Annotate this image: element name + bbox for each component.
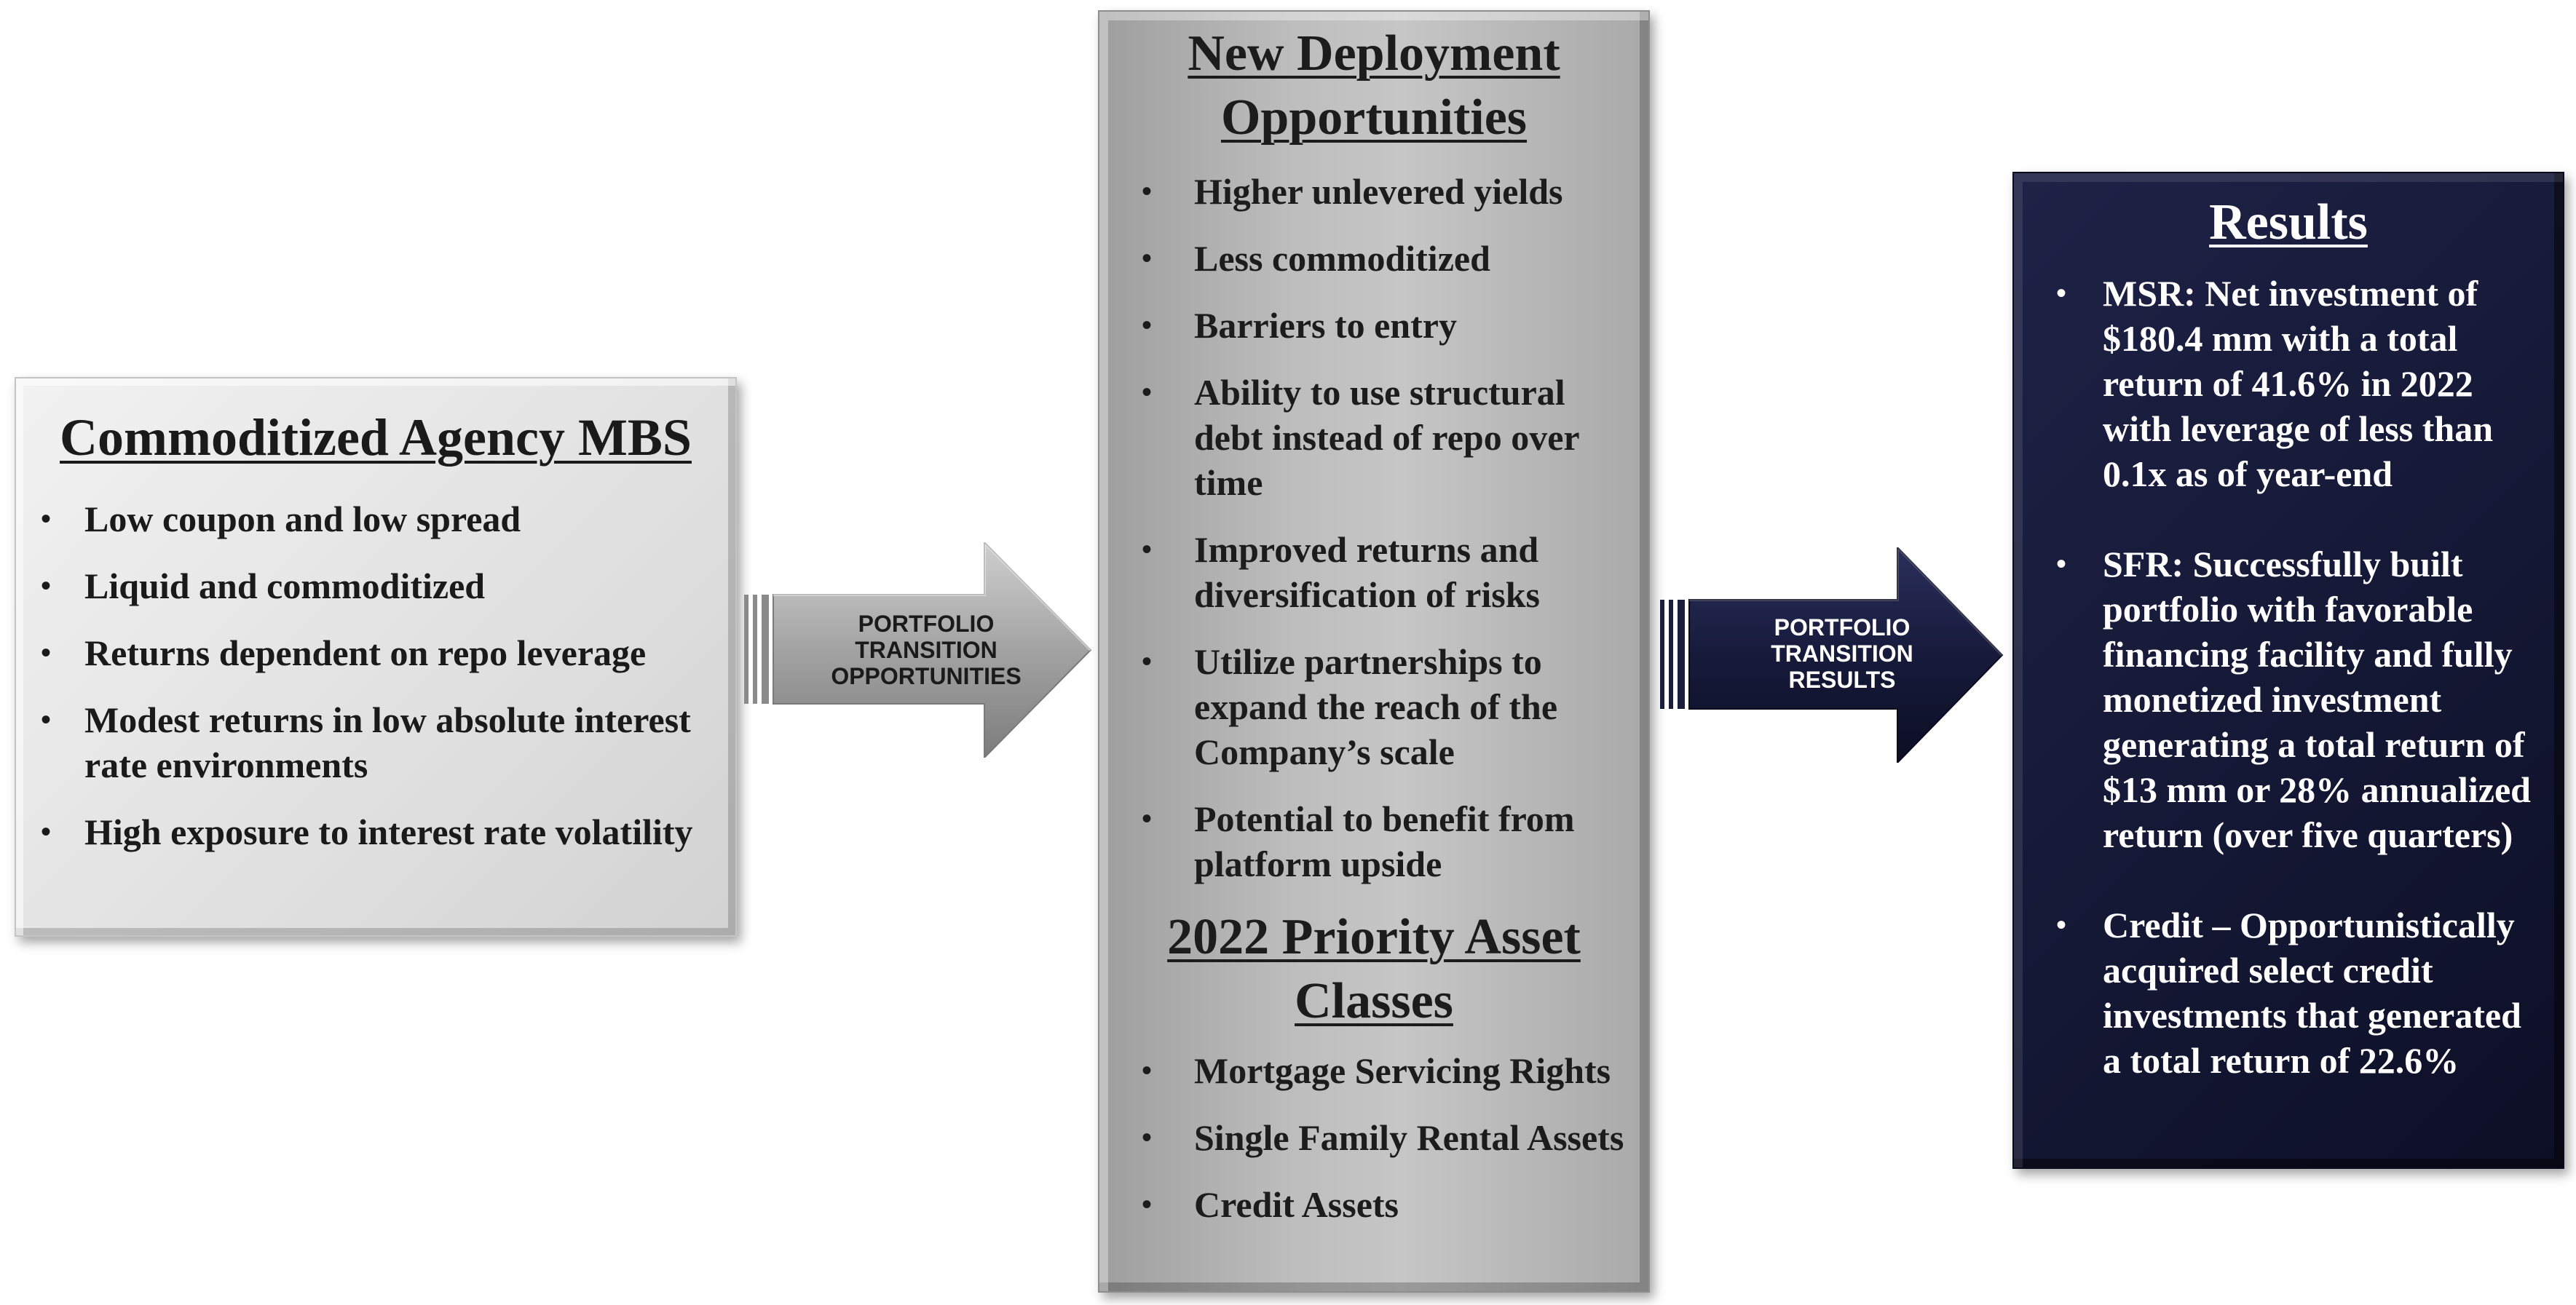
list-item: • MSR: Net investment of $180.4 mm with a total return of 41.6% in 2022 with leverage of less than 0.1x as of year-end [2036,271,2541,496]
list-item: • Low coupon and low spread [41,496,711,542]
list-item: • Credit – Opportunistically acquired select credit investments that generated a total return of 22.6% [2036,903,2541,1083]
list-item: • SFR: Successfully built portfolio with favorable financing facility and fully monetized investment generating a total return of $13 mm or 28% annualized return (over five quarters) [2036,542,2541,857]
panel-title: Results [2209,194,2368,250]
list-item: • Credit Assets [1121,1182,1627,1227]
list-item: • Single Family Rental Assets [1121,1115,1627,1160]
panel-title: Commoditized Agency MBS [60,408,692,467]
list-item: • Mortgage Servicing Rights [1121,1048,1627,1093]
portfolio-transition-results-arrow [1660,547,2005,763]
list-item: • Higher unlevered yields [1121,169,1627,214]
results-panel [2012,172,2564,1169]
list-item: • Liquid and commoditized [41,563,711,608]
portfolio-transition-opportunities-arrow [744,542,1094,758]
arrow-label: PORTFOLIO TRANSITION OPPORTUNITIES [831,611,1022,689]
list-item: • Utilize partnerships to expand the reach of the Company’s scale [1121,639,1627,774]
commoditized-agency-mbs-panel [15,377,737,937]
list-item: • Modest returns in low absolute interest rate environments [41,697,711,788]
bullet-list [2036,271,2541,1083]
list-item: • Less commoditized [1121,236,1627,281]
bullet-list [41,496,711,854]
new-deployment-opportunities-panel [1098,10,1650,1293]
list-item: • Ability to use structural debt instead of repo over time [1121,370,1627,505]
priority-bullet-list [1121,1048,1627,1227]
panel-subtitle: 2022 Priority Asset Classes [1167,909,1581,1029]
bullet-list [1121,169,1627,886]
list-item: • High exposure to interest rate volatility [41,809,711,854]
list-item: • Potential to benefit from platform upside [1121,796,1627,886]
list-item: • Improved returns and diversification of risks [1121,527,1627,617]
list-item: • Barriers to entry [1121,303,1627,348]
arrow-label: PORTFOLIO TRANSITION RESULTS [1771,614,1913,693]
list-item: • Returns dependent on repo leverage [41,630,711,675]
panel-title: New Deployment Opportunities [1188,25,1560,146]
